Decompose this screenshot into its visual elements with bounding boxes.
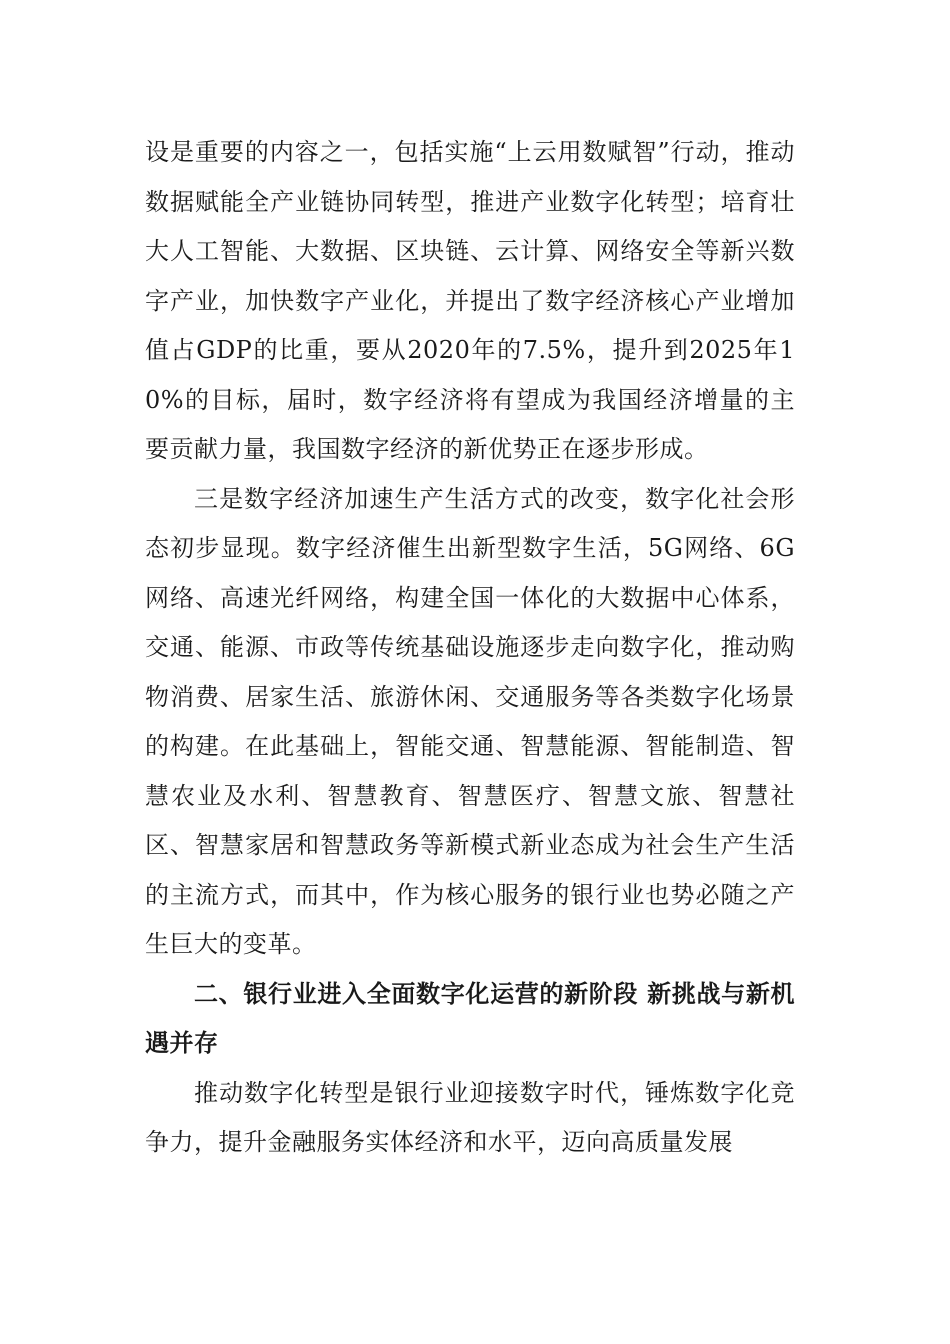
section-heading: 二、银行业进入全面数字化运营的新阶段 新挑战与新机遇并存 — [145, 979, 795, 1057]
body-paragraph-continued: 设是重要的内容之一，包括实施“上云用数赋智”行动，推动数据赋能全产业链协同转型，推进产业数字化转型；培育壮大人工智能、大数据、区块链、云计算、网络安全等新兴数字产业，加快数字产业化，并提出了数字经济核心产业增加值占GDP的比重，要从2020年的7.5%，提升到2025年10%的目标，届时，数字经济将有望成为我国经济增量的主要贡献力量，我国数字经济的新优势正在逐步形成。 — [145, 138, 795, 463]
body-paragraph-digital-transformation: 推动数字化转型是银行业迎接数字时代，锤炼数字化竞争力，提升金融服务实体经济和水平，迈向高质量发展 — [145, 1078, 795, 1156]
document-page — [145, 128, 795, 1168]
body-paragraph-digital-society: 三是数字经济加速生产生活方式的改变，数字化社会形态初步显现。数字经济催生出新型数字生活，5G网络、6G网络、高速光纤网络，构建全国一体化的大数据中心体系，交通、能源、市政等传统基础设施逐步走向数字化，推动购物消费、居家生活、旅游休闲、交通服务等各类数字化场景的构建。在此基础上，智能交通、智慧能源、智能制造、智慧农业及水利、智慧教育、智慧医疗、智慧文旅、智慧社区、智慧家居和智慧政务等新模式新业态成为社会生产生活的主流方式，而其中，作为核心服务的银行业也势必随之产生巨大的变革。 — [145, 484, 795, 958]
